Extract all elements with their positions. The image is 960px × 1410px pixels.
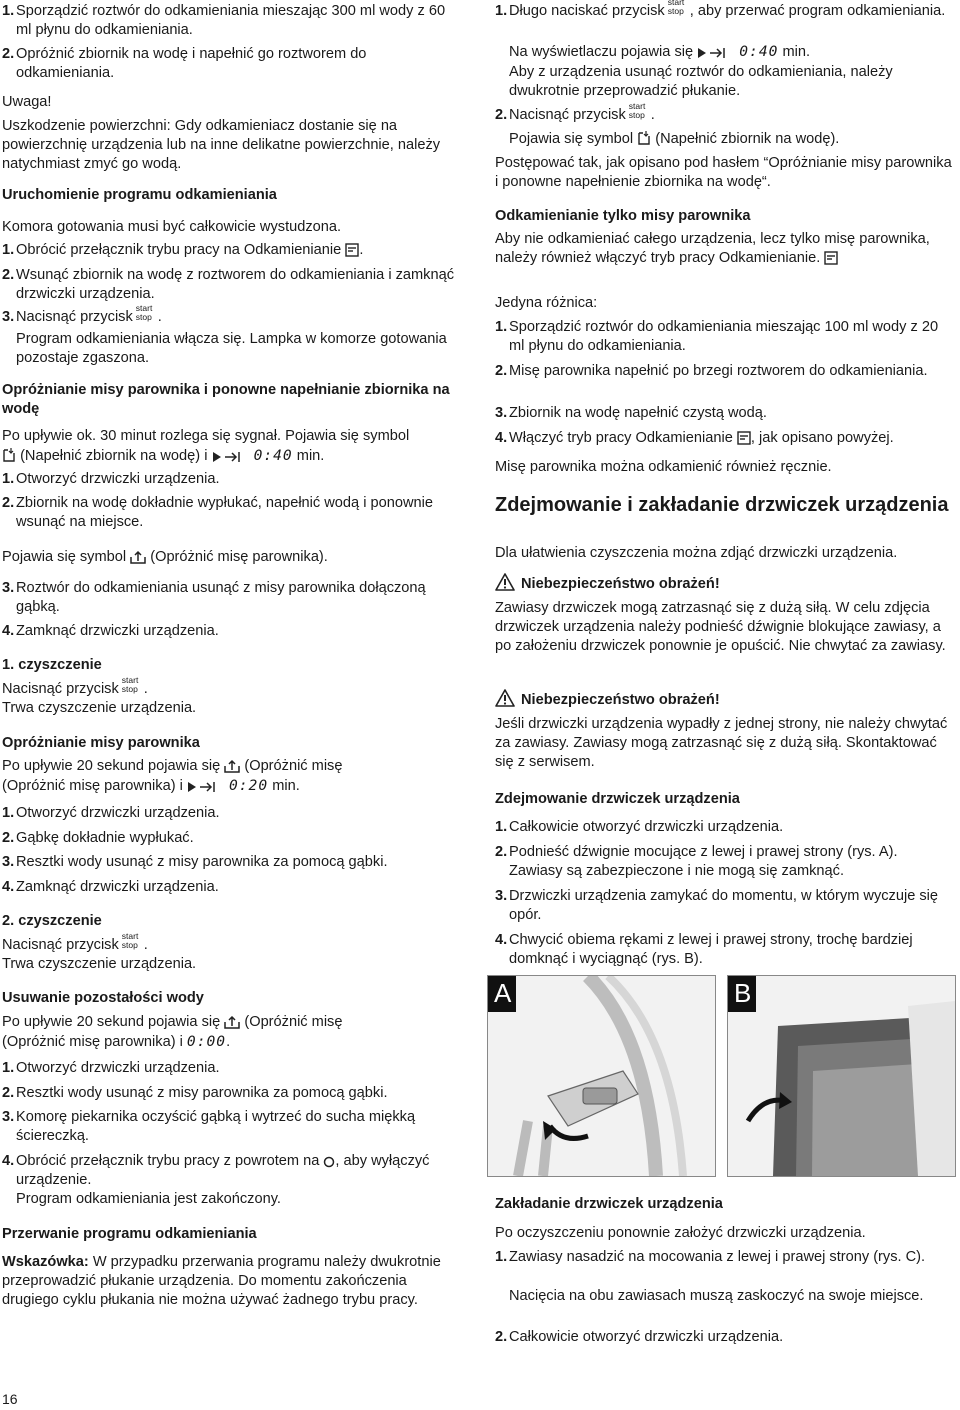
start-stop-icon: start stop [667,0,685,16]
descaling-mode-icon [737,431,751,445]
warning-triangle-icon [495,573,515,591]
section-heading: Zdejmowanie drzwiczek urządzenia [495,791,740,807]
empty-bowl-icon [224,1015,240,1029]
list-item: 3. Zbiornik na wodę napełnić czystą wodą. [495,405,767,421]
paragraph: Po upływie 20 sekund pojawia się (Opróżnić misę (Opróżnić misę parownika) i 0:00. [2,1014,343,1050]
paragraph: Aby nie odkamieniać całego urządzenia, lecz tylko misę parownika, należy również włączyć tryb pracy Odkamienianie. [495,231,930,266]
start-stop-icon: start stop [121,675,139,694]
figures [487,975,955,1175]
section-heading: Zakładanie drzwiczek urządzenia [495,1196,723,1212]
paragraph: Program odkamieniania jest zakończony. [16,1191,281,1207]
section-heading: Przerwanie programu odkamieniania [2,1226,257,1242]
list-item: 1. Sporządzić roztwór do odkamieniania mieszając 300 ml wody z 60 ml płynu do odkamieniania. [2,3,446,38]
figure-label: A [494,978,512,1008]
figure-a [487,975,716,1177]
list-item: 2. Podnieść dźwignie mocujące z lewej i prawej strony (rys. A). Zawiasy są zabezpieczone i nie mogą się zamknąć. [495,844,898,879]
list-item: 3. Drzwiczki urządzenia zamykać do momentu, w którym wyczuje się opór. [495,888,939,923]
figure-b [727,975,956,1177]
paragraph: Zawiasy drzwiczek mogą zatrzasnąć się z dużą siłą. W celu zdjęcia drzwiczek urządzenia należy podnieść dźwignie blokujące zawiasy, a po założeniu drzwiczek ponownie je opuścić. Nie chwytać za zawiasy. [495,600,946,654]
section-heading: Opróżnianie misy parownika i ponowne napełnianie zbiornika na wodę [2,382,450,417]
paragraph: Dla ułatwienia czyszczenia można zdjąć drzwiczki urządzenia. [495,545,898,561]
list-item: 2. Resztki wody usunąć z misy parownika za pomocą gąbki. [2,1085,388,1101]
note-paragraph: Wskazówka: W przypadku przerwania programu należy dwukrotnie przeprowadzić płukanie urządzenia. Do momentu zakończenia drugiego cyklu płukania nie można używać żadnego trybu pracy. [2,1254,441,1308]
paragraph: Nacisnąć przycisk start stop . Trwa czyszczenie urządzenia. [2,675,197,716]
descaling-mode-icon [345,243,359,257]
start-stop-icon: start stop [628,101,646,120]
paragraph: Misę parownika można odkamienić również ręcznie. [495,459,832,475]
empty-bowl-icon [224,759,240,773]
paragraph: Po upływie 20 sekund pojawia się (Opróżnić misę (Opróżnić misę parownika) i 0:20 min. [2,758,343,794]
figure-label: B [734,978,752,1008]
off-circle-icon [323,1156,335,1168]
play-end-icon [212,451,250,463]
list-item: 4. Obrócić przełącznik trybu pracy z powrotem na , aby wyłączyć urządzenie. [2,1153,430,1188]
empty-bowl-icon [130,550,146,564]
list-item: 2. Całkowicie otworzyć drzwiczki urządzenia. [495,1329,784,1345]
danger-title: Niebezpieczeństwo obrażeń! [495,689,953,710]
section-heading: 1. czyszczenie [2,657,102,673]
display-time: 0:40 [739,43,779,60]
paragraph: Nacięcia na obu zawiasach muszą zaskoczyć na swoje miejsce. [509,1288,924,1304]
list-item: 2. Misę parownika napełnić po brzegi roztworem do odkamieniania. [495,363,928,379]
section-heading: Uruchomienie programu odkamieniania [2,187,277,203]
list-item: 3. Nacisnąć przycisk start stop . [2,303,162,325]
door-removal-illustration [728,976,955,1176]
list-item: 1. Otworzyć drzwiczki urządzenia. [2,805,220,821]
paragraph: Nacisnąć przycisk start stop . Trwa czyszczenie urządzenia. [2,931,197,972]
list-item: 1. Sporządzić roztwór do odkamieniania mieszając 100 ml wody z 20 ml płynu do odkamieniania. [495,319,939,354]
section-heading: Usuwanie pozostałości wody [2,990,204,1006]
hinge-lever-illustration [488,976,715,1176]
paragraph: Postępować tak, jak opisano pod hasłem “Opróżnianie misy parownika i ponowne napełnienie zbiornika na wodę“. [495,155,952,190]
section-heading: Odkamienianie tylko misy parownika [495,208,751,224]
list-item: 3. Roztwór do odkamieniania usunąć z misy parownika dołączoną gąbką. [2,580,426,615]
list-item: 1. Otworzyć drzwiczki urządzenia. [2,471,220,487]
list-item: 3. Komorę piekarnika oczyścić gąbką i wytrzeć do sucha miękką ściereczką. [2,1109,416,1144]
page-number: 16 [2,1391,18,1407]
section-heading: Opróżnianie misy parownika [2,735,200,751]
paragraph: Jeśli drzwiczki urządzenia wypadły z jednej strony, nie należy chwytać za zawiasy. Zawiasy mogą zatrzasnąć się z dużą siłą. Skontaktować się z serwisem. [495,716,948,770]
start-stop-icon: start stop [135,303,153,322]
list-item: 1. Zawiasy nasadzić na mocowania z lewej i prawej strony (rys. C). [495,1249,926,1265]
list-item: 1. Całkowicie otworzyć drzwiczki urządzenia. [495,819,784,835]
list-item: 4. Zamknąć drzwiczki urządzenia. [2,879,219,895]
list-item: 1. Obrócić przełącznik trybu pracy na Odkamienianie . [2,242,364,258]
display-time: 0:00 [186,1033,227,1050]
paragraph: Po upływie ok. 30 minut rozlega się sygnał. Pojawia się symbol (Napełnić zbiornik na wodę) i 0:40 min. [2,428,410,464]
display-time: 0:20 [228,777,269,794]
list-item: 2. Nacisnąć przycisk start stop . [495,101,655,123]
warning-triangle-icon [495,689,515,707]
fill-tank-icon [2,447,16,463]
list-item: 2. Zbiornik na wodę dokładnie wypłukać, napełnić wodą i ponownie wsunąć na miejsce. [2,495,433,530]
warning-title: Uwaga! [2,94,52,110]
list-item: 4. Chwycić obiema rękami z lewej i prawej strony, trochę bardziej domknąć i wyciągnąć (rys. B). [495,932,913,967]
chapter-heading: Zdejmowanie i zakładanie drzwiczek urządzenia [495,494,949,516]
paragraph: Komora gotowania musi być całkowicie wystudzona. [2,219,342,235]
play-end-icon [697,47,735,59]
section-heading: 2. czyszczenie [2,913,102,929]
paragraph: Pojawia się symbol (Opróżnić misę parownika). [2,549,328,565]
paragraph: Pojawia się symbol (Napełnić zbiornik na wodę). [509,131,840,147]
descaling-mode-icon [824,251,838,265]
list-item: 2. Gąbkę dokładnie wypłukać. [2,830,194,846]
list-item: 2. Wsunąć zbiornik na wodę z roztworem do odkamieniania i zamknąć drzwiczki urządzenia. [2,267,455,302]
paragraph: Program odkamieniania włącza się. Lampka w komorze gotowania pozostaje zgaszona. [16,331,447,366]
warning-text: Uszkodzenie powierzchni: Gdy odkamieniacz dostanie się na powierzchnię urządzenia lub na inne delikatne powierzchnie, należy natychmiast zmyć go wodą. [2,118,441,172]
play-end-icon [187,781,225,793]
display-time: 0:40 [253,447,293,464]
list-item: 3. Resztki wody usunąć z misy parownika za pomocą gąbki. [2,854,388,870]
list-item: 4. Włączyć tryb pracy Odkamienianie , jak opisano powyżej. [495,430,894,446]
list-item: 4. Zamknąć drzwiczki urządzenia. [2,623,219,639]
list-item: 1. Otworzyć drzwiczki urządzenia. [2,1060,220,1076]
list-item: 1. Długo naciskać przycisk start stop , aby przerwać program odkamieniania. [495,0,946,19]
danger-title: Niebezpieczeństwo obrażeń! [495,573,953,594]
fill-tank-icon [637,130,651,146]
paragraph: Aby z urządzenia usunąć roztwór do odkamieniania, należy dwukrotnie przeprowadzić płukanie. [509,64,893,99]
list-item: 2. Opróżnić zbiornik na wodę i napełnić go roztworem do odkamieniania. [2,46,367,81]
start-stop-icon: start stop [121,931,139,950]
paragraph: Na wyświetlaczu pojawia się 0:40 min. [509,43,811,60]
paragraph: Po oczyszczeniu ponownie założyć drzwiczki urządzenia. [495,1225,866,1241]
paragraph: Jedyna różnica: [495,295,598,311]
